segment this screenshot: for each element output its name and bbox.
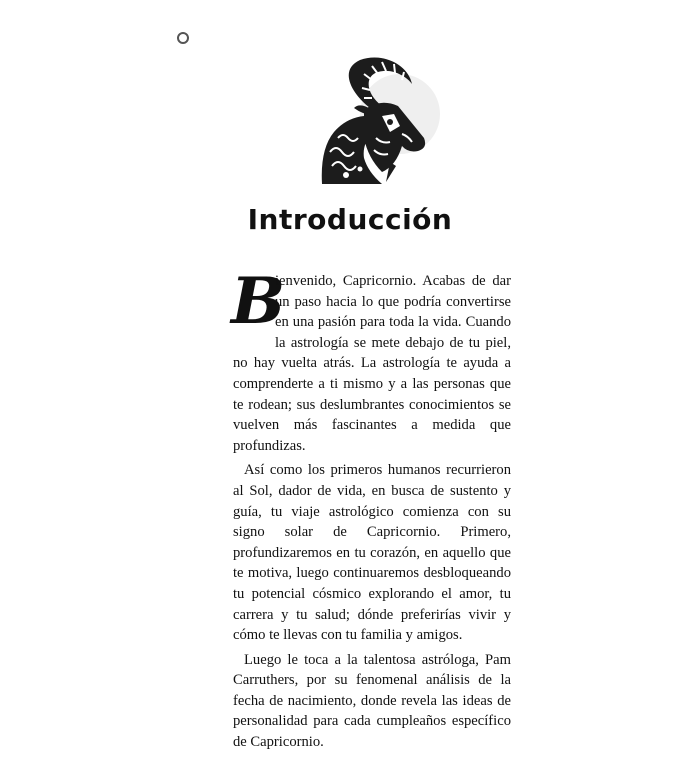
drop-cap: B	[231, 264, 286, 339]
body-text	[231, 264, 511, 757]
paragraph-1-text: ienvenido, Capricornio. Acabas de dar un paso hacia lo que podría convertirse en una pasión para toda la vida. Cuando la astrología se mete debajo de tu piel, no hay vuelta atrás. La astrología te ayuda a comprenderte a ti mismo y a las personas que te rodean; sus deslumbrantes conocimientos se vuelven más fascinantes a medida que profundizas.	[233, 273, 511, 454]
paragraph-1	[231, 264, 511, 456]
page-title: Introducción	[247, 203, 453, 236]
punch-hole-icon	[177, 32, 189, 44]
capricorn-goat-icon	[302, 54, 442, 184]
paragraph-3: Luego le toca a la talentosa astróloga, Pam Carruthers, por su fenomenal análisis de la fecha de nacimiento, donde revela las ideas de personalidad para cada cumpleaños específico de Capricornio.	[233, 651, 511, 751]
paragraph-2: Así como los primeros humanos recurrieron al Sol, dador de vida, en busca de sustento y guía, tu viaje astrológico comienza con su signo solar de Capricornio. Primero, profundizaremos en tu corazón, en aquello que te motiva, luego continuaremos desbloqueando tu potencial cósmico explorando el amor, tu carrera y tu salud; dónde preferirías vivir y cómo te llevas con tu familia y amigos.	[233, 462, 511, 644]
